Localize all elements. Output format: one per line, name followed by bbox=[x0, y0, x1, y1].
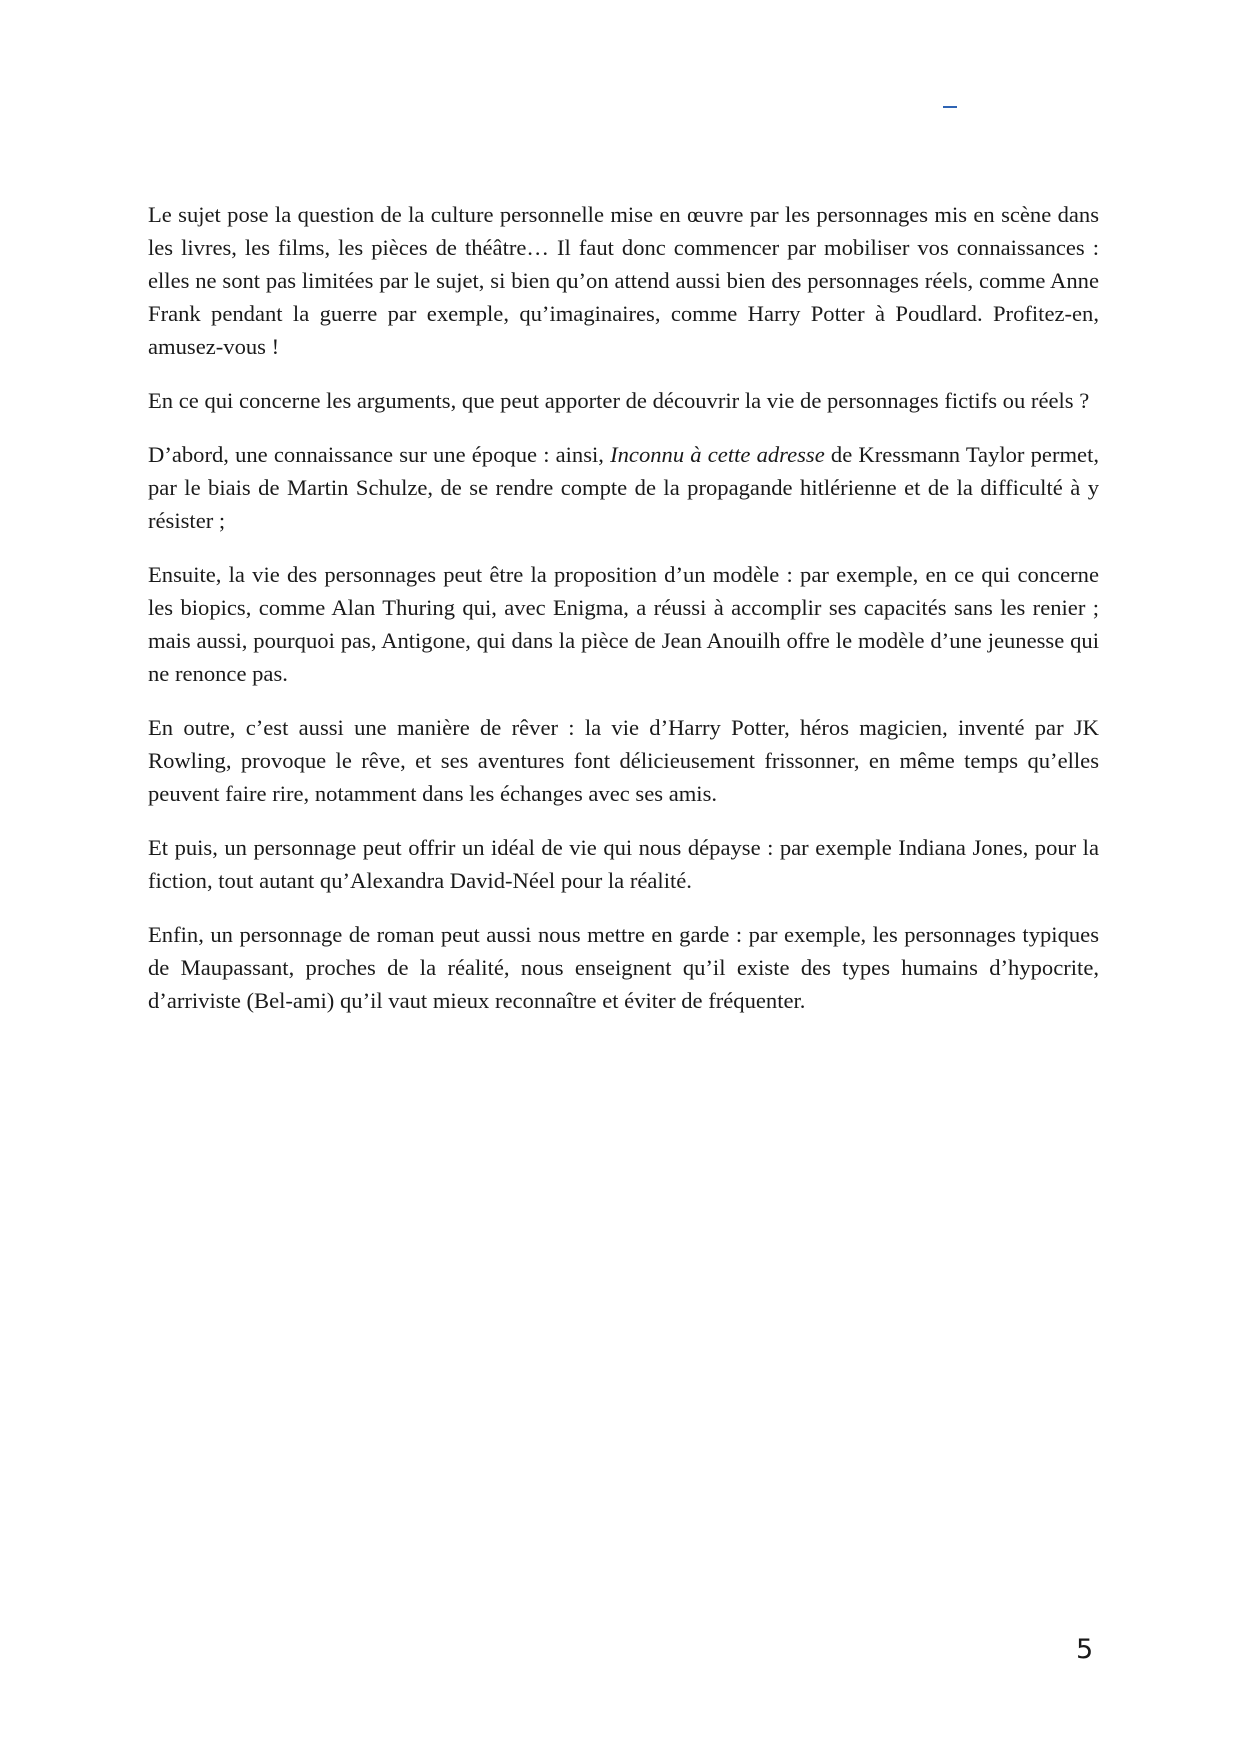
paragraph-modele: Ensuite, la vie des personnages peut être la proposition d’un modèle : par exemple, en ce qui concerne les biopics, comme Alan Thuring qui, avec Enigma, a réussi à accomplir ses capacités sans les renier ; mais aussi, pourquoi pas, Antigone, qui dans la pièce de Jean Anouilh offre le modèle d’une jeunesse qui ne renonce pas. bbox=[148, 562, 1099, 686]
paragraph-question: En ce qui concerne les arguments, que peut apporter de découvrir la vie de personnages fictifs ou réels ? bbox=[148, 388, 1090, 413]
document-body bbox=[148, 198, 1099, 1038]
paragraph-epoque-before: D’abord, une connaissance sur une époque : ainsi, bbox=[148, 442, 611, 467]
paragraph-intro: Le sujet pose la question de la culture personnelle mise en œuvre par les personnages mis en scène dans les livres, les films, les pièces de théâtre… Il faut donc commencer par mobiliser vos connaissances : elles ne sont pas limitées par le sujet, si bien qu’on attend aussi bien des personnages réels, comme Anne Frank pendant la guerre par exemple, qu’imaginaires, comme Harry Potter à Poudlard. Profitez-en, amusez-vous ! bbox=[148, 202, 1099, 359]
paragraph-mise-en-garde: Enfin, un personnage de roman peut aussi nous mettre en garde : par exemple, les personnages typiques de Maupassant, proches de la réalité, nous enseignent qu’il existe des types humains d’hypocrite, d’arriviste (Bel-ami) qu’il vaut mieux reconnaître et éviter de fréquenter. bbox=[148, 922, 1099, 1013]
book-title: Inconnu à cette adresse bbox=[610, 442, 825, 467]
paragraph-epoque bbox=[148, 438, 1099, 537]
header-link-mark bbox=[943, 106, 957, 108]
paragraph-rever: En outre, c’est aussi une manière de rêver : la vie d’Harry Potter, héros magicien, inventé par JK Rowling, provoque le rêve, et ses aventures font délicieusement frissonner, en même temps qu’elles peuvent faire rire, notamment dans les échanges avec ses amis. bbox=[148, 715, 1099, 806]
page-number: 5 bbox=[1076, 1634, 1094, 1665]
paragraph-epoque-after: de Kressmann Taylor permet, par le biais de Martin Schulze, de se rendre compte de la propagande hitlérienne et de la difficulté à y résister ; bbox=[148, 442, 1099, 533]
paragraph-ideal: Et puis, un personnage peut offrir un idéal de vie qui nous dépayse : par exemple Indiana Jones, pour la fiction, tout autant qu’Alexandra David-Néel pour la réalité. bbox=[148, 835, 1099, 893]
